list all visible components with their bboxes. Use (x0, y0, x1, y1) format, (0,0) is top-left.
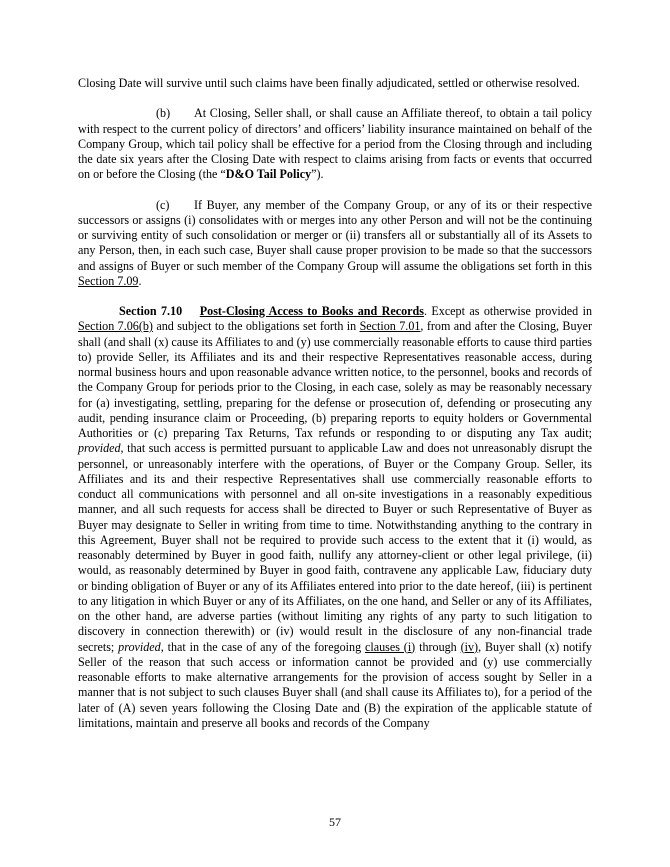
paragraph-text: . (138, 273, 142, 288)
paragraph-text: and subject to the obligations set forth in (152, 319, 360, 334)
paragraph-text: ”). (311, 167, 324, 182)
paragraph-label: (b) (156, 106, 171, 121)
paragraph-text: Closing Date will survive until such claims have been finally adjudicated, settled or otherwise resolved. (78, 76, 580, 90)
paragraph-text: At Closing, Seller shall, or shall cause an Affiliate thereof, to obtain a tail policy with respect to the current policy of directors’ and officers’ liability insurance maintained on behalf of the Company Group, which tail policy shall be effective for a period from the Closing through and including the date six years after the Closing Date with respect to claims arising from facts or events that occurred on or before the Closing (the “ (78, 106, 592, 182)
section-number: Section 7.10 (119, 304, 183, 318)
paragraph-text: , that such access is permitted pursuant to applicable Law and does not unreasonably disrupt the personnel, or unreasonably interfere with the operations, of Buyer or the Company Group. Seller, its Affiliates and its and their respective Representatives shall use commercially reasonable efforts to conduct all communications with personnel and all on-site investigations in a reasonably expeditious manner, and all such requests for access shall be directed to Buyer or such Representative of Buyer as Buyer may designate to Seller in writing from time to time. Notwithstanding anything to the contrary in this Agreement, Buyer shall not be required to provide such access to the extent that it (i) would, as reasonably determined by Buyer in good faith, nullify any attorney-client or other legal privilege, (ii) would, as reasonably determined by Buyer in good faith, contravene any applicable Law, fiduciary duty or binding obligation of Buyer or any of its Affiliates entered into prior to the date hereof, (iii) is pertinent to any litigation in which Buyer or any of its Affiliates, on the one hand, and Seller or any of its Affiliates, on the other hand, are adverse parties (without limiting any rights of any party to such litigation to discovery in connection therewith) or (iv) would result in the disclosure of any non-financial trade secrets; (78, 441, 592, 654)
paragraph-text: If Buyer, any member of the Company Group, or any of its or their respective successors or assigns (i) consolidates with or merges into any other Person and will not be the continuing or surviving entity of such consolidation or merger or (ii) transfers all or substantially all of its Assets to any Person, then, in each such case, Buyer shall cause proper provision to be made so that the successors and assigns of Buyer or such member of the Company Group will assume the obligations set forth in this (78, 197, 592, 273)
paragraph-continuation (78, 76, 592, 91)
cross-reference: Section 7.01 (359, 319, 421, 334)
paragraph-text: , that in the case of any of the foregoing (160, 639, 365, 654)
cross-reference: (iv) (460, 639, 479, 654)
proviso-term: provided (78, 441, 121, 456)
cross-reference: Section 7.09 (78, 273, 139, 288)
proviso-term: provided (118, 639, 161, 654)
paragraph-text: . Except as otherwise provided in (423, 304, 593, 318)
cross-reference: Section 7.06(b) (78, 319, 153, 334)
paragraph-c (78, 198, 592, 290)
cross-reference: clauses (i) (365, 639, 416, 654)
paragraph-text: through (415, 639, 461, 654)
paragraph-text: , from and after the Closing, Buyer shall (and shall (x) cause its Affiliates to and (y) use commercially reasonable efforts to cause third parties to) provide Seller, its Affiliates and its and their respective Representatives reasonable access, during normal business hours and upon reasonable advance written notice, to the personnel, books and records of the Company Group for periods prior to the Closing, in each case, solely as may be reasonably necessary for (a) investigating, settling, preparing for the defense or prosecution of, defending or prosecuting any audit, pending insurance claim or Proceeding, (b) preparing reports to equity holders or Governmental Authorities or (c) preparing Tax Returns, Tax refunds or responding to or disputing any Tax audit; (78, 319, 592, 440)
body-text (78, 76, 592, 731)
paragraph-label: (c) (156, 197, 170, 212)
paragraph-text: , Buyer shall (x) notify Seller of the reason that such access or information cannot be provided and (y) use commercially reasonable efforts to make alternative arrangements for the provision of access sought by Seller in a manner that is not subject to such clauses Buyer shall (and shall cause its Affiliates to), for a period of the later of (A) seven years following the Closing Date and (B) the expiration of the applicable statute of limitations, maintain and preserve all books and records of the Company (78, 639, 592, 730)
paragraph-b (78, 106, 592, 182)
page-number: 57 (329, 815, 341, 829)
section-7-10 (78, 304, 592, 731)
defined-term: D&O Tail Policy (225, 167, 312, 182)
section-title: Post-Closing Access to Books and Records (199, 304, 424, 318)
